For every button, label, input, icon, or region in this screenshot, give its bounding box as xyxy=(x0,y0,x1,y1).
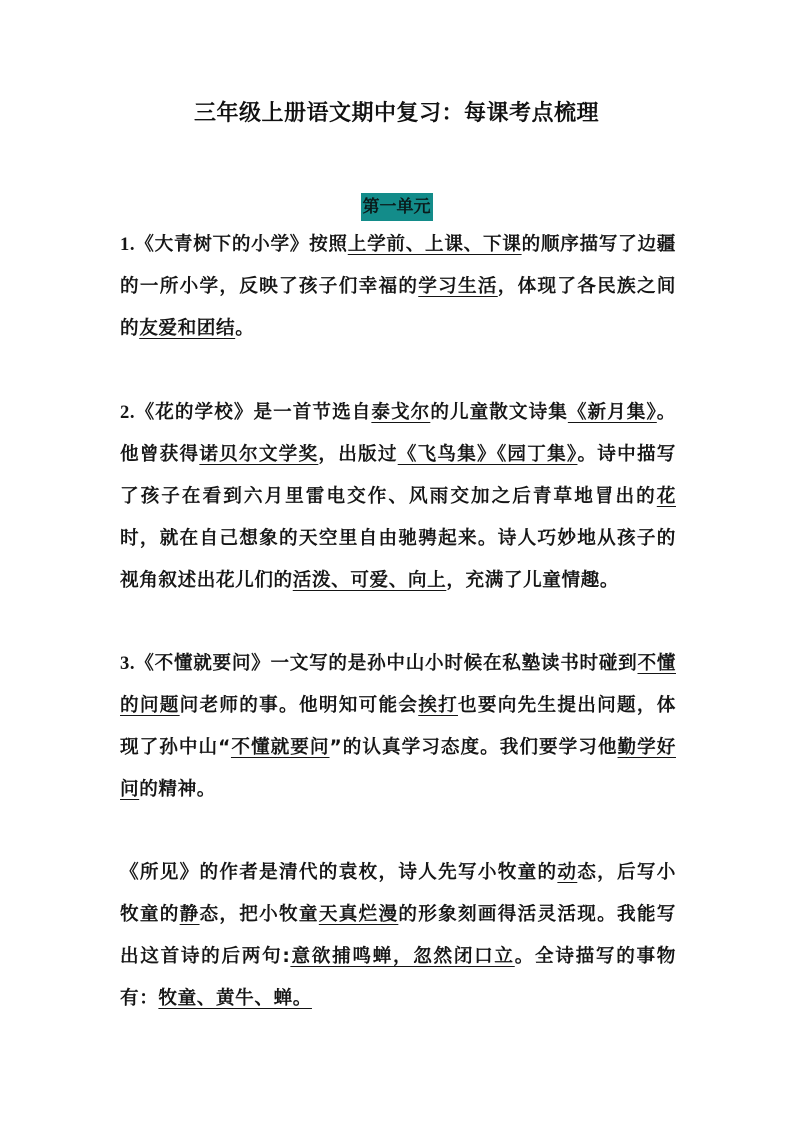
text-segment: ，充满了儿童情趣。 xyxy=(446,570,620,591)
text-segment: 也要向先生提出问题，体现了孙中山“ xyxy=(120,695,677,758)
key-point-underlined: 泰戈尔 xyxy=(371,402,431,423)
key-point-underlined: 《飞鸟集》《园丁集》 xyxy=(397,444,578,465)
text-segment: ”的认真学习态度。我们要学习他 xyxy=(329,737,618,758)
key-point-underlined: 上学前、上课、下课 xyxy=(347,234,522,255)
text-segment: 《所见》的作者是清代的袁枚，诗人先写小牧童的 xyxy=(120,862,558,883)
key-point-underlined: 友爱和团结 xyxy=(139,318,236,339)
text-segment: 的儿童散文诗集 xyxy=(430,402,568,423)
text-segment: 的精神。 xyxy=(139,779,216,800)
key-point-underlined: 动 xyxy=(557,862,578,883)
text-segment: 《不懂就要问》一文写的是孙中山小时候在私塾读书时碰到 xyxy=(135,653,638,674)
text-segment: ，体现了各民族之间的 xyxy=(120,276,676,339)
key-point-underlined: 静 xyxy=(179,904,200,925)
text-segment: 的顺序描写了边疆的一所小学，反映了孩子们幸福的 xyxy=(120,234,676,297)
key-point-underlined: 不懂就要问 xyxy=(230,737,330,758)
key-point-underlined: 诺贝尔文学奖 xyxy=(199,444,319,465)
text-segment: 态，后写小牧童的 xyxy=(120,862,676,925)
text-segment: 。诗中描写了孩子在看到六月里雷电交作、风雨交加之后青草地冒出的 xyxy=(120,444,676,507)
text-segment: 问老师的事。他明知可能会 xyxy=(179,695,419,716)
document-title: 三年级上册语文期中复习：每课考点梳理 xyxy=(193,101,599,126)
key-point-underlined: 牧童、黄牛、蝉。 xyxy=(158,988,312,1009)
key-point-underlined: 《新月集》 xyxy=(567,402,657,423)
paragraph-3 xyxy=(120,643,676,811)
key-point-underlined: 学习生活 xyxy=(418,276,498,297)
text-segment: 。他曾获得 xyxy=(120,402,676,465)
text-segment: 时，就在自己想象的天空里自由驰骋起来。诗人巧妙地从孩子的视角叙述出花儿们的 xyxy=(120,528,676,591)
paragraph-1 xyxy=(120,224,676,350)
paragraph-number: 1. xyxy=(120,234,136,255)
text-segment: 《花的学校》是一首节选自 xyxy=(135,402,372,423)
text-segment: 。全诗描写的事物有： xyxy=(120,946,676,1009)
key-point-underlined: 勤学好问 xyxy=(120,737,676,800)
paragraph-number: 2. xyxy=(120,402,136,423)
key-point-underlined: 活泼、可爱、向上 xyxy=(292,570,447,591)
paragraph-2 xyxy=(120,392,676,602)
key-point-underlined: 花 xyxy=(656,486,676,507)
text-segment: 。 xyxy=(235,318,255,339)
key-point-underlined: 挨打 xyxy=(418,695,458,716)
text-segment: ，出版过 xyxy=(318,444,398,465)
key-point-underlined: 不懂的问题 xyxy=(120,653,676,716)
key-point-underlined: 天真烂漫 xyxy=(318,904,399,925)
key-point-underlined: 意欲捕鸣蝉，忽然闭口立 xyxy=(290,946,515,967)
unit-heading-wrap xyxy=(0,193,793,221)
paragraph-number: 3. xyxy=(120,653,136,674)
unit-heading-badge: 第一单元 xyxy=(361,193,433,221)
text-segment: 的形象刻画得活灵活现。我能写出这首诗的后两句: xyxy=(120,904,676,967)
paragraph-suojian xyxy=(120,852,676,1020)
text-segment: 《大青树下的小学》按照 xyxy=(135,234,348,255)
text-segment: 态，把小牧童 xyxy=(199,904,319,925)
